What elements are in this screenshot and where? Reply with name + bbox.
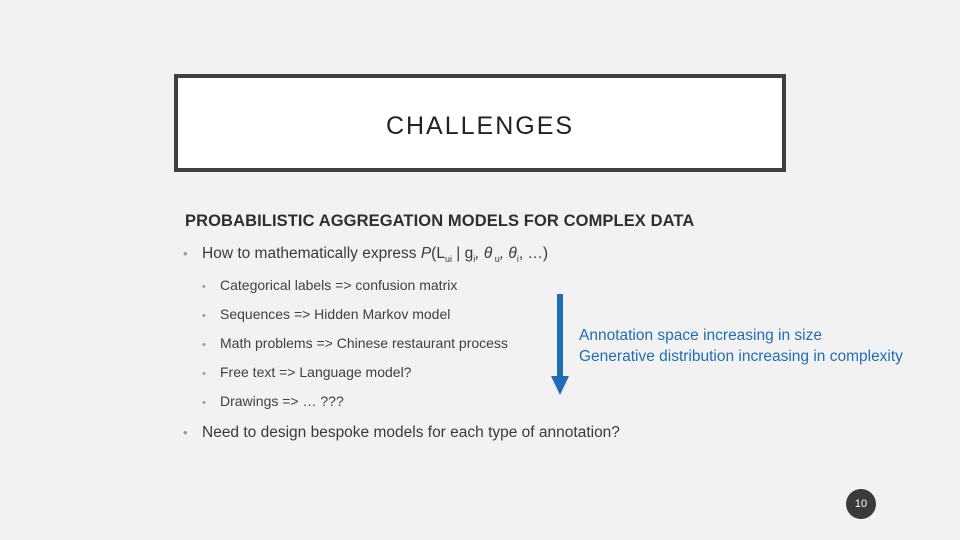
- sub-bullet-text: Drawings => … ???: [220, 393, 344, 409]
- annotation-text: [579, 325, 903, 367]
- page-number-badge: 10: [846, 489, 876, 519]
- expression-p: P: [420, 245, 432, 262]
- section-heading: PROBABILISTIC AGGREGATION MODELS FOR COMPLEX DATA: [185, 212, 695, 230]
- bullet-dot: •: [202, 339, 206, 351]
- last-bullet-text: Need to design bespoke models for each type of annotation?: [202, 424, 620, 441]
- bullet-last: [183, 424, 620, 442]
- annotation-line-2: Generative distribution increasing in complexity: [579, 348, 903, 365]
- bullet-dot: •: [202, 397, 206, 409]
- expression-sub-i2: i: [516, 254, 519, 265]
- bullet-dot: •: [202, 281, 206, 293]
- down-arrow-icon: [548, 294, 572, 396]
- expression-sub-ui: ui: [444, 254, 452, 265]
- title-box: [174, 74, 786, 172]
- bullet-dot: •: [202, 310, 206, 322]
- sub-bullet-text: Free text => Language model?: [220, 364, 412, 380]
- expression-open: (L: [431, 245, 445, 262]
- expression-tail: , …): [518, 245, 549, 262]
- sub-bullet: [202, 277, 457, 293]
- annotation-line-1: Annotation space increasing in size: [579, 327, 822, 344]
- sub-bullet-text: Categorical labels => confusion matrix: [220, 277, 458, 293]
- expression-sub-i: i: [473, 254, 476, 265]
- expression-theta-u: , θ: [475, 245, 493, 262]
- expression-prefix: How to mathematically express: [202, 245, 421, 262]
- sub-bullet-text: Math problems => Chinese restaurant process: [220, 335, 508, 351]
- sub-bullet: [202, 364, 411, 380]
- bullet-dot: •: [183, 425, 188, 440]
- sub-bullet: [202, 393, 344, 409]
- bullet-dot: •: [183, 246, 188, 261]
- slide-title: CHALLENGES: [385, 112, 575, 140]
- bullet-dot: •: [202, 368, 206, 380]
- expression-sub-u: u: [492, 254, 500, 265]
- expression-theta-i: , θ: [499, 245, 517, 262]
- sub-bullet: [202, 335, 508, 351]
- sub-bullet: [202, 306, 450, 322]
- expression-bar-g: | g: [451, 245, 474, 262]
- sub-bullet-text: Sequences => Hidden Markov model: [220, 306, 451, 322]
- bullet-expression: [183, 245, 548, 264]
